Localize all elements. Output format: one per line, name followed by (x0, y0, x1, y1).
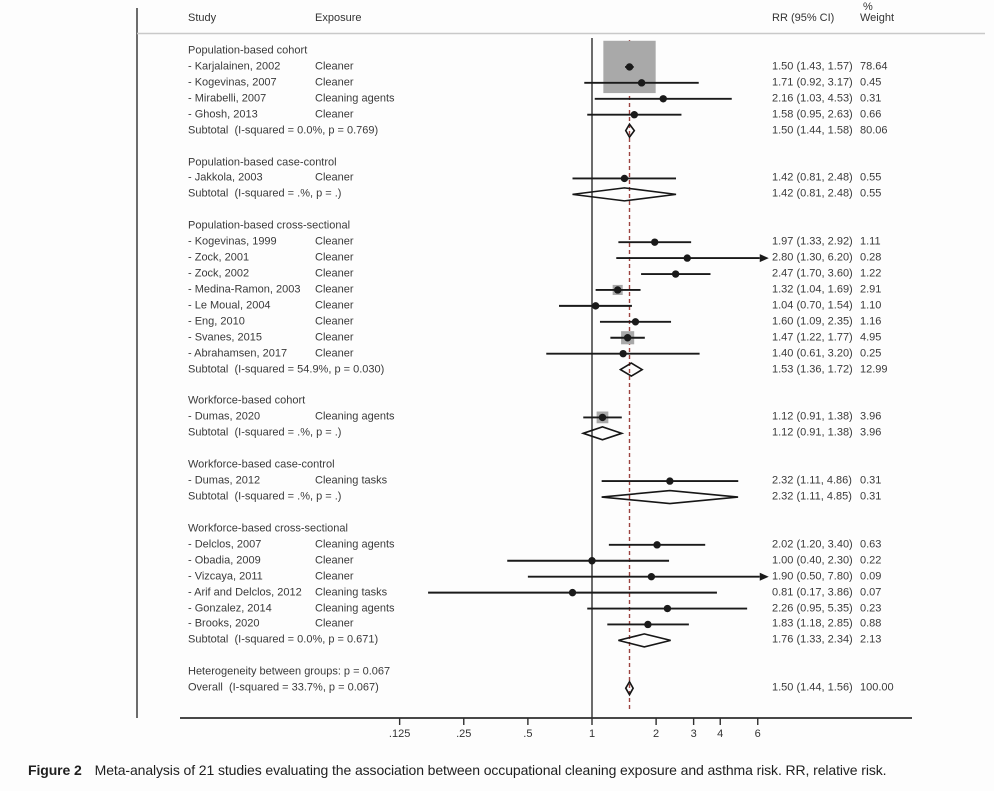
study-exposure: Cleaning agents (315, 92, 395, 105)
subtotal-label: Subtotal (I-squared = .%, p = .) (188, 187, 342, 200)
weight-value: 1.22 (860, 267, 882, 280)
weight-value: 0.66 (860, 108, 882, 121)
study-name: - Gonzalez, 2014 (188, 602, 272, 615)
axis-tick-label: 2 (653, 728, 660, 740)
rr-ci-value: 1.50 (1.44, 1.58) (772, 124, 853, 137)
rr-ci-value: 1.40 (0.61, 3.20) (772, 347, 853, 360)
study-exposure: Cleaning tasks (315, 474, 388, 487)
rr-ci-value: 1.50 (1.44, 1.56) (772, 681, 853, 694)
study-name: - Zock, 2002 (188, 267, 250, 280)
weight-value: 0.07 (860, 586, 882, 599)
study-name: - Eng, 2010 (188, 315, 245, 328)
column-header-rr-ci: RR (95% CI) (772, 12, 835, 24)
figure-caption (28, 762, 980, 778)
group-label: Workforce-based case-control (188, 458, 335, 471)
study-name: - Zock, 2001 (188, 251, 250, 264)
study-name: - Jakkola, 2003 (188, 171, 263, 184)
rr-ci-value: 1.71 (0.92, 3.17) (772, 76, 853, 89)
rr-ci-value: 1.12 (0.91, 1.38) (772, 410, 853, 423)
study-exposure: Cleaner (315, 251, 354, 264)
axis-tick-label: .125 (388, 728, 411, 740)
study-name: - Karjalainen, 2002 (188, 60, 281, 73)
weight-value: 100.00 (860, 681, 894, 694)
weight-value: 80.06 (860, 124, 888, 137)
study-exposure: Cleaner (315, 315, 354, 328)
heterogeneity-note: Heterogeneity between groups: p = 0.067 (188, 665, 391, 678)
study-exposure: Cleaner (315, 299, 354, 312)
rr-ci-value: 2.26 (0.95, 5.35) (772, 602, 853, 615)
study-name: - Arif and Delclos, 2012 (188, 586, 302, 599)
weight-value: 1.10 (860, 299, 882, 312)
study-name: - Dumas, 2020 (188, 410, 261, 423)
weight-value: 0.55 (860, 187, 882, 200)
study-name: - Obadia, 2009 (188, 554, 261, 567)
study-name: - Kogevinas, 1999 (188, 235, 277, 248)
study-exposure: Cleaner (315, 283, 354, 296)
weight-value: 3.96 (860, 426, 882, 439)
rr-ci-value: 1.97 (1.33, 2.92) (772, 235, 853, 248)
rr-ci-value: 2.02 (1.20, 3.40) (772, 538, 853, 551)
group-label: Workforce-based cross-sectional (188, 522, 348, 535)
rr-ci-value: 0.81 (0.17, 3.86) (772, 586, 853, 599)
weight-value: 0.88 (860, 617, 882, 630)
rr-ci-value: 1.53 (1.36, 1.72) (772, 363, 853, 376)
figure-caption-label: Figure 2 (28, 762, 82, 778)
rr-ci-value: 1.50 (1.43, 1.57) (772, 60, 853, 73)
study-name: - Dumas, 2012 (188, 474, 261, 487)
study-exposure: Cleaner (315, 570, 354, 583)
study-exposure: Cleaner (315, 171, 354, 184)
study-exposure: Cleaner (315, 347, 354, 360)
study-exposure: Cleaning agents (315, 538, 395, 551)
weight-value: 0.31 (860, 92, 882, 105)
rr-ci-value: 1.42 (0.81, 2.48) (772, 187, 853, 200)
rr-ci-value: 1.32 (1.04, 1.69) (772, 283, 853, 296)
subtotal-label: Subtotal (I-squared = 0.0%, p = 0.769) (188, 124, 379, 137)
rr-ci-value: 1.76 (1.33, 2.34) (772, 633, 853, 646)
weight-value: 4.95 (860, 331, 882, 344)
rr-ci-value: 1.83 (1.18, 2.85) (772, 617, 853, 630)
weight-value: 2.13 (860, 633, 882, 646)
column-header-exposure: Exposure (315, 12, 362, 24)
study-name: - Abrahamsen, 2017 (188, 347, 288, 360)
rr-ci-value: 1.60 (1.09, 2.35) (772, 315, 853, 328)
group-label: Population-based cross-sectional (188, 219, 351, 232)
rr-ci-value: 1.04 (0.70, 1.54) (772, 299, 853, 312)
weight-value: 1.11 (860, 235, 881, 248)
study-name: - Kogevinas, 2007 (188, 76, 277, 89)
rr-ci-value: 2.32 (1.11, 4.85) (772, 490, 852, 503)
study-exposure: Cleaning tasks (315, 586, 388, 599)
weight-value: 0.25 (860, 347, 882, 360)
subtotal-label: Subtotal (I-squared = 0.0%, p = 0.671) (188, 633, 379, 646)
subtotal-label: Subtotal (I-squared = .%, p = .) (188, 490, 342, 503)
rr-ci-value: 1.47 (1.22, 1.77) (772, 331, 853, 344)
study-exposure: Cleaner (315, 60, 354, 73)
weight-value: 2.91 (860, 283, 882, 296)
axis-tick-label: 3 (690, 728, 697, 740)
study-exposure: Cleaner (315, 617, 354, 630)
rr-ci-value: 1.42 (0.81, 2.48) (772, 171, 853, 184)
subtotal-label: Subtotal (I-squared = .%, p = .) (188, 426, 342, 439)
study-name: - Svanes, 2015 (188, 331, 262, 344)
weight-value: 0.63 (860, 538, 882, 551)
weight-value: 12.99 (860, 363, 888, 376)
group-label: Population-based cohort (188, 44, 308, 57)
weight-value: 1.16 (860, 315, 882, 328)
study-name: - Mirabelli, 2007 (188, 92, 267, 105)
weight-value: 0.55 (860, 171, 882, 184)
weight-value: 3.96 (860, 410, 882, 423)
study-name: - Delclos, 2007 (188, 538, 262, 551)
weight-value: 0.45 (860, 76, 882, 89)
weight-value: 0.09 (860, 570, 882, 583)
rr-ci-value: 2.16 (1.03, 4.53) (772, 92, 853, 105)
column-header-weight: Weight (860, 12, 895, 24)
study-exposure: Cleaning agents (315, 602, 395, 615)
rr-ci-value: 2.47 (1.70, 3.60) (772, 267, 853, 280)
study-name: - Vizcaya, 2011 (188, 570, 263, 583)
group-label: Workforce-based cohort (188, 394, 306, 407)
axis-tick-label: 4 (717, 728, 724, 740)
weight-value: 78.64 (860, 60, 888, 73)
study-name: - Medina-Ramon, 2003 (188, 283, 301, 296)
rr-ci-value: 2.80 (1.30, 6.20) (772, 251, 853, 264)
weight-value: 0.28 (860, 251, 882, 264)
figure-caption-text: Meta-analysis of 21 studies evaluating the association between occupational cleaning exposure and asthma risk. RR, relative risk. (94, 762, 887, 778)
axis-tick-label: .25 (456, 728, 472, 740)
axis-tick-label: 6 (754, 728, 761, 740)
study-name: - Brooks, 2020 (188, 617, 260, 630)
rr-ci-value: 1.12 (0.91, 1.38) (772, 426, 853, 439)
study-exposure: Cleaner (315, 76, 354, 89)
study-exposure: Cleaner (315, 267, 354, 280)
study-exposure: Cleaner (315, 235, 354, 248)
study-exposure: Cleaning agents (315, 410, 395, 423)
rr-ci-value: 2.32 (1.11, 4.86) (772, 474, 852, 487)
study-exposure: Cleaner (315, 331, 354, 344)
column-header-percent: % (863, 1, 873, 13)
rr-ci-value: 1.58 (0.95, 2.63) (772, 108, 853, 121)
column-header-study: Study (188, 12, 217, 24)
group-label: Population-based case-control (188, 156, 337, 168)
study-exposure: Cleaner (315, 554, 354, 567)
axis-tick-label: 1 (588, 728, 596, 740)
subtotal-label: Subtotal (I-squared = 54.9%, p = 0.030) (188, 363, 385, 376)
rr-ci-value: 1.90 (0.50, 7.80) (772, 570, 853, 583)
weight-value: 0.31 (860, 474, 882, 487)
study-exposure: Cleaner (315, 108, 354, 121)
weight-value: 0.22 (860, 554, 882, 567)
study-name: - Le Moual, 2004 (188, 299, 271, 312)
axis-tick-label: .5 (523, 728, 533, 740)
overall-label: Overall (I-squared = 33.7%, p = 0.067) (188, 681, 379, 694)
weight-value: 0.23 (860, 602, 882, 615)
study-name: - Ghosh, 2013 (188, 108, 258, 121)
weight-value: 0.31 (860, 490, 882, 503)
rr-ci-value: 1.00 (0.40, 2.30) (772, 554, 853, 567)
